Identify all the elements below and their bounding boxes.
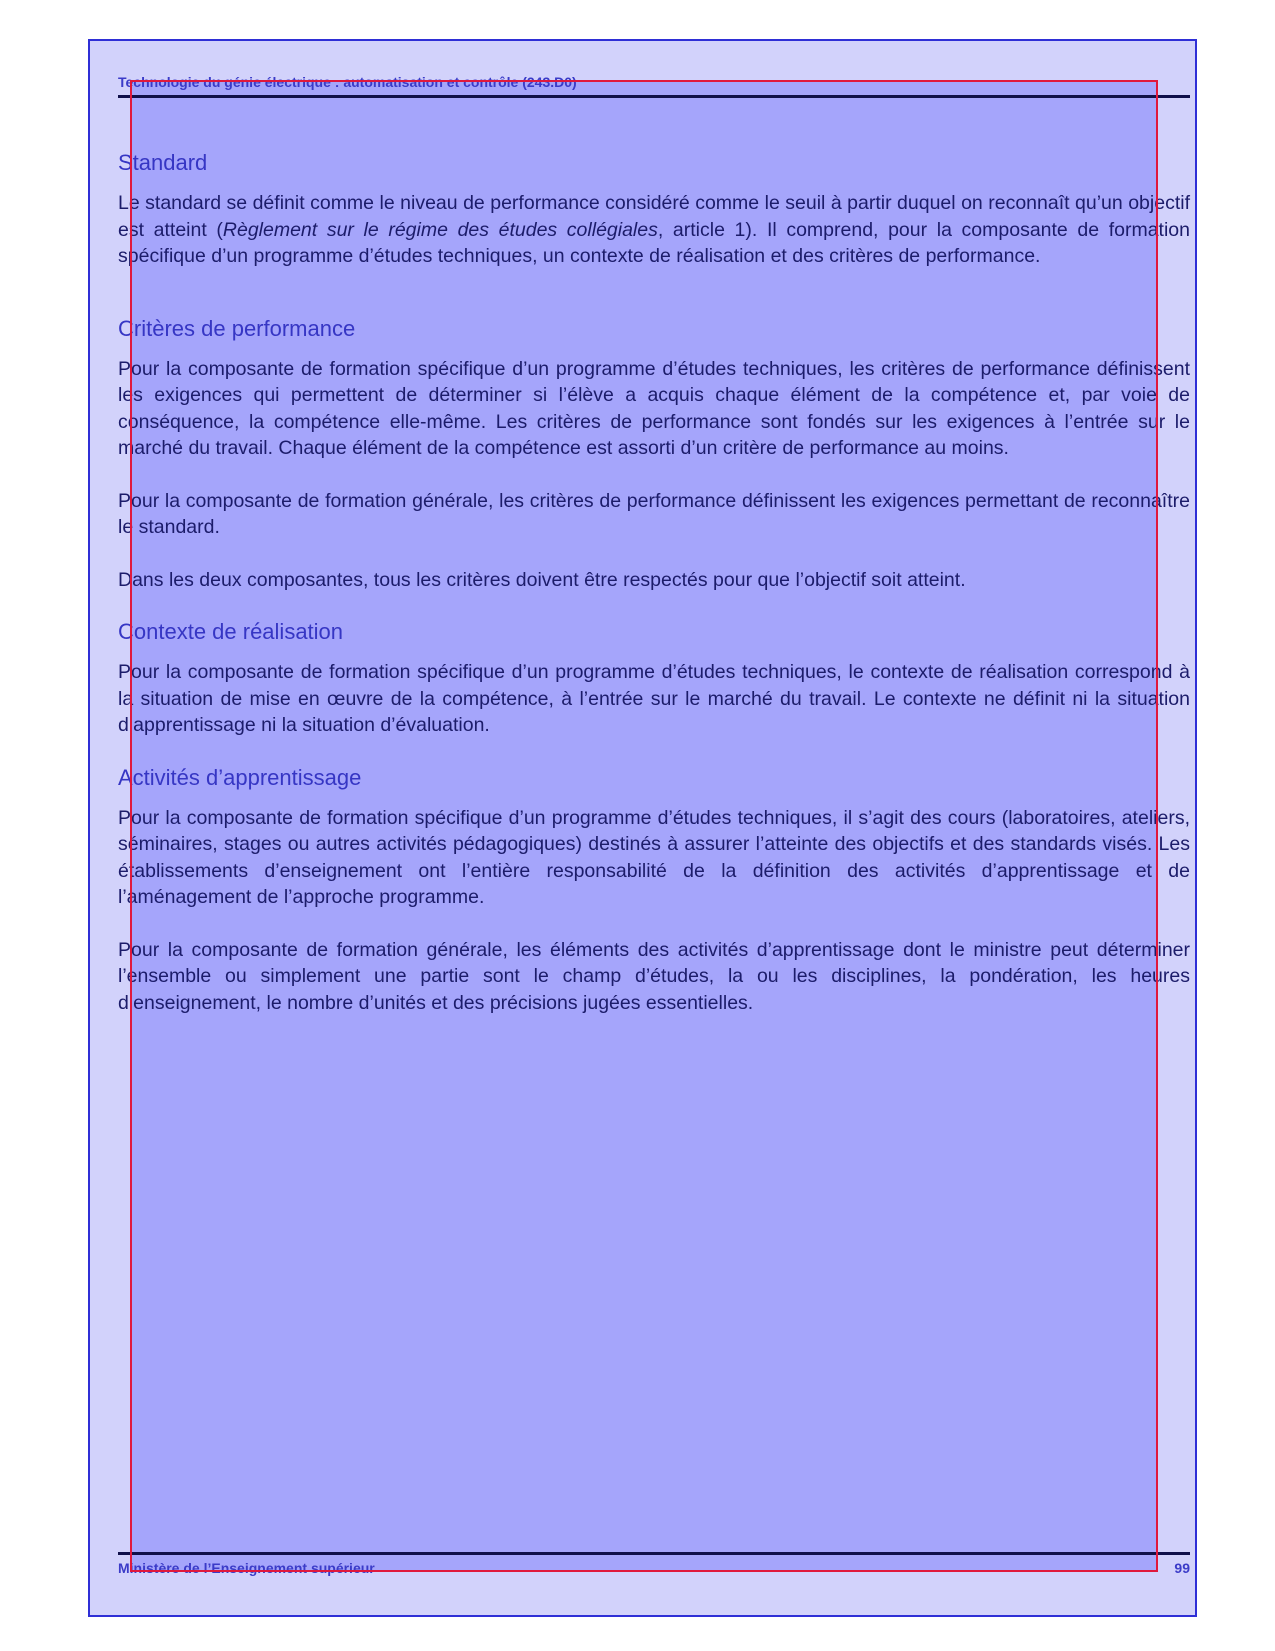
section-criteres [118,316,1190,594]
heading-contexte: Contexte de réalisation [118,619,344,644]
heading-activites: Activités d’apprentissage [118,764,362,790]
paragraph-activites-generale: Pour la composante de formation générale, les éléments des activités d’apprentissage dont le ministre peut déterminer l’ensemble ou simplement une partie sont le champ d’études, la ou les disciplines, la pondération, les heures d’enseignement, le nombre d’unités et des précisions jugées essentielles. [118,938,1190,1014]
paragraph-contexte: Pour la composante de formation spécifique d’un programme d’études techniques, le contexte de réalisation correspond à la situation de mise en œuvre de la compétence, à l’entrée sur le marché du travail. Le contexte ne définit ni la situation d’apprentissage ni la situation d’évaluation. [118,661,1190,736]
paragraph-criteres-specifique: Pour la composante de formation spécifique d’un programme d’études techniques, les critères de performance définissent les exigences qui permettent de déterminer si l’élève a acquis chaque élément de la compétence et, par voie de conséquence, la compétence elle-même. Les critères de performance sont fondés sur les exigences à l’entrée sur le marché du travail. Chaque élément de la compétence est assorti d’un critère de performance au moins. [118,357,1190,459]
standard-text-part2: , article 1). Il comprend, pour la composante de formation spécifique d’un programme d’études techniques, un contexte de réalisation et des critères de performance. [118,218,1190,267]
section-activites [118,765,1190,1017]
running-header: Technologie du génie électrique : automatisation et contrôle (243.D0) [118,74,577,90]
heading-standard: Standard [118,150,208,175]
paragraph-criteres-generale: Pour la composante de formation générale, les critères de performance définissent les exigences permettant de reconnaître le standard. [118,489,1190,538]
paragraph-activites-specifique: Pour la composante de formation spécifique d’un programme d’études techniques, il s’agit des cours (laboratoires, ateliers, séminaires, stages ou autres activités pédagogiques) destinés à assurer l’atteinte des objectifs et des standards visés. Les établissements d’enseignement ont l’entière responsabilité de la définition des activités d’apprentissage et de l’aménagement de l’approche programme. [118,806,1190,908]
section-standard [118,150,1190,270]
regulation-title: Règlement sur le régime des études collégiales [222,218,658,241]
page-number: 99 [1174,1560,1190,1576]
footer-ministry: Ministère de l’Enseignement supérieur [118,1560,375,1576]
header-rule [118,95,1190,98]
standard-text-part1: Le standard se définit comme le niveau de performance considéré comme le seuil à partir duquel on reconnaît qu’un objectif est atteint ( [118,192,1190,241]
section-contexte [118,619,1190,739]
paragraph-standard [118,190,1190,270]
heading-criteres: Critères de performance [118,315,356,341]
footer-rule [118,1552,1190,1555]
document-body [118,150,1190,1016]
running-footer [118,1560,1190,1576]
paragraph-criteres-deux: Dans les deux composantes, tous les critères doivent être respectés pour que l’objectif soit atteint. [118,568,966,591]
